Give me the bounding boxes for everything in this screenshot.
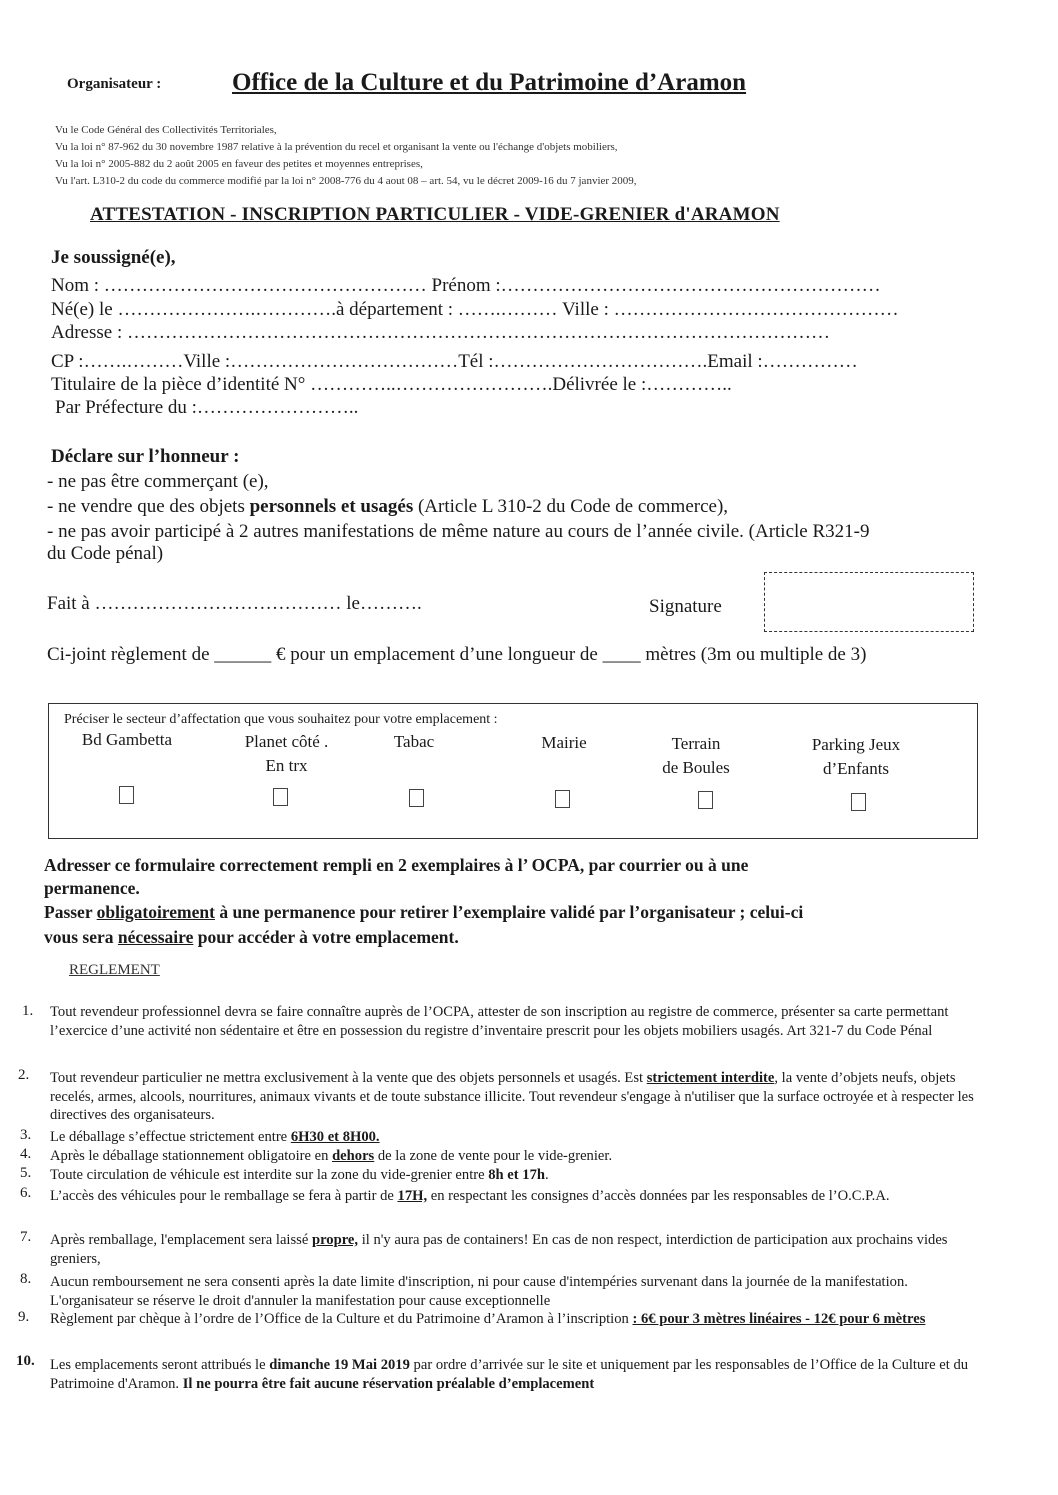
- rule-number: 1.: [22, 1003, 34, 1019]
- rule-number: 8.: [20, 1271, 32, 1287]
- form-intro: Je soussigné(e),: [51, 247, 176, 268]
- rule-text: Règlement par chèque à l’ordre de l’Office de la Culture et du Patrimoine d’Aramon à l’inscription : 6€ pour 3 mètres linéaires - 12€ pour 6 mètres: [50, 1311, 926, 1327]
- sector-checkbox-planet[interactable]: [273, 788, 288, 806]
- declaration-item: - ne vendre que des objets personnels et usagés (Article L 310-2 du Code de commerce),: [47, 496, 729, 517]
- name-field-line[interactable]: Nom : …………………………………………… Prénom :……………………………………………………: [51, 275, 881, 296]
- contact-field-line[interactable]: CP :…….………Ville :………………………………Tél :…………………………….Email :……………: [51, 351, 858, 372]
- id-document-field-line[interactable]: Titulaire de la pièce d’identité N° …………..…………………….Délivrée le :…………..: [51, 374, 732, 395]
- rule-text: Tout revendeur professionnel devra se faire connaître auprès de l’OCPA, attester de son inscription au registre de commerce, présenter sa carte permettant l’exercice d’une activité non sédentaire et être en possession du registre d’inventaire prescrit pour les objets mobiliers usagés. Art 321-7 du Code Pénal: [50, 1004, 949, 1039]
- sector-checkbox-parking[interactable]: [851, 793, 866, 811]
- declaration-item-continued: du Code pénal): [47, 543, 164, 564]
- signature-label: Signature: [649, 596, 722, 617]
- sector-prompt: Préciser le secteur d’affectation que vous souhaitez pour votre emplacement :: [64, 712, 498, 727]
- rule-number: 2.: [18, 1067, 30, 1083]
- rule-text: Toute circulation de véhicule est interdite sur la zone du vide-grenier entre 8h et 17h.: [50, 1167, 549, 1183]
- law-reference: Vu l'art. L310-2 du code du commerce modifié par la loi n° 2008-776 du 4 aout 08 – art. 54, vu le décret 2009-16 du 7 janvier 2009,: [55, 175, 637, 187]
- instruction-text: permanence.: [44, 878, 140, 898]
- sector-checkbox-tabac[interactable]: [409, 789, 424, 807]
- rule-text: Après remballage, l'emplacement sera laissé propre, il n'y aura pas de containers! En cas de non respect, interdiction de participation aux prochains vides greniers,: [50, 1232, 948, 1267]
- attestation-title: ATTESTATION - INSCRIPTION PARTICULIER - VIDE-GRENIER d'ARAMON: [90, 204, 780, 225]
- rules-heading: REGLEMENT: [69, 962, 160, 978]
- instruction-text: vous sera nécessaire pour accéder à votre emplacement.: [44, 927, 459, 947]
- address-field-line[interactable]: Adresse : …………………………………………………………………………………………………: [51, 322, 830, 343]
- organizer-label: Organisateur :: [67, 76, 162, 92]
- rule-text: Aucun remboursement ne sera consenti après la date limite d'inscription, ni pour cause d'intempéries survenant dans la journée de la manifestation. L'organisateur se réserve le droit d'annuler la manifestation pour cause exceptionnelle: [50, 1274, 908, 1309]
- rule-text: Après le déballage stationnement obligatoire en dehors de la zone de vente pour le vide-grenier.: [50, 1148, 613, 1164]
- sector-option-label: Parking Jeux d’Enfants: [811, 735, 901, 778]
- rule-number: 3.: [20, 1127, 32, 1143]
- rule-text: Les emplacements seront attribués le dimanche 19 Mai 2019 par ordre d’arrivée sur le site et uniquement par les responsables de l’Office de la Culture et du Patrimoine d'Aramon. Il ne pourra être fait aucune réservation préalable d’emplacement: [50, 1357, 969, 1392]
- sector-selection-box: [48, 703, 978, 839]
- law-reference: Vu la loi n° 87-962 du 30 novembre 1987 relative à la prévention du recel et organisant la vente ou l'échange d'objets mobiliers,: [55, 141, 618, 153]
- rule-number: 4.: [20, 1146, 32, 1162]
- declaration-heading: Déclare sur l’honneur :: [51, 446, 240, 467]
- sector-checkbox-mairie[interactable]: [555, 790, 570, 808]
- declaration-item: - ne pas avoir participé à 2 autres manifestations de même nature au cours de l’année civile. (Article R321-9: [47, 521, 870, 542]
- birth-field-line[interactable]: Né(e) le ………………….………….à département : …….……… Ville : ………………………………………: [51, 299, 899, 320]
- sector-option-label: Terrain de Boules: [662, 734, 730, 777]
- sector-option-label: Bd Gambetta: [81, 730, 173, 749]
- place-date-field-line[interactable]: Fait à ………………………………… le……….: [47, 593, 422, 614]
- rule-number: 6.: [20, 1185, 32, 1201]
- payment-line[interactable]: Ci-joint règlement de ______ € pour un emplacement d’une longueur de ____ mètres (3m ou multiple de 3): [47, 644, 867, 665]
- sector-option-label: Mairie: [541, 733, 587, 752]
- sector-checkbox-terrain-de-boules[interactable]: [698, 791, 713, 809]
- organizer-name: Office de la Culture et du Patrimoine d’Aramon: [232, 69, 747, 96]
- declaration-item: - ne pas être commerçant (e),: [47, 471, 269, 492]
- instruction-text: Passer obligatoirement à une permanence pour retirer l’exemplaire validé par l’organisateur ; celui-ci: [44, 902, 804, 922]
- law-reference: Vu le Code Général des Collectivités Territoriales,: [55, 124, 277, 136]
- rule-text: L’accès des véhicules pour le remballage se fera à partir de 17H, en respectant les consignes d’accès données par les responsables de l’O.C.P.A.: [50, 1188, 890, 1204]
- rule-text: Tout revendeur particulier ne mettra exclusivement à la vente que des objets personnels et usagés. Est strictement interdite, la vente d’objets neufs, objets recelés, armes, alcools, nourritures, animaux vivants et de toute substance illicite. Tout revendeur s'engage à n'utiliser que la surface octroyée et à respecter les directives des organisateurs.: [50, 1070, 974, 1123]
- sector-option-label: Planet côté . En trx: [244, 732, 329, 775]
- instruction-text: Adresser ce formulaire correctement rempli en 2 exemplaires à l’ OCPA, par courrier ou à une: [44, 855, 749, 875]
- rule-number: 9.: [18, 1309, 30, 1325]
- rule-number: 10.: [16, 1353, 35, 1369]
- sector-option-label: Tabac: [393, 732, 435, 751]
- rule-number: 7.: [20, 1229, 32, 1245]
- rule-text: Le déballage s’effectue strictement entre 6H30 et 8H00.: [50, 1129, 380, 1145]
- rule-number: 5.: [20, 1165, 32, 1181]
- law-reference: Vu la loi n° 2005-882 du 2 août 2005 en faveur des petites et moyennes entreprises,: [55, 158, 423, 170]
- sector-checkbox-bd-gambetta[interactable]: [119, 786, 134, 804]
- signature-box[interactable]: [764, 572, 974, 632]
- prefecture-field-line[interactable]: Par Préfecture du :……………………..: [55, 397, 359, 418]
